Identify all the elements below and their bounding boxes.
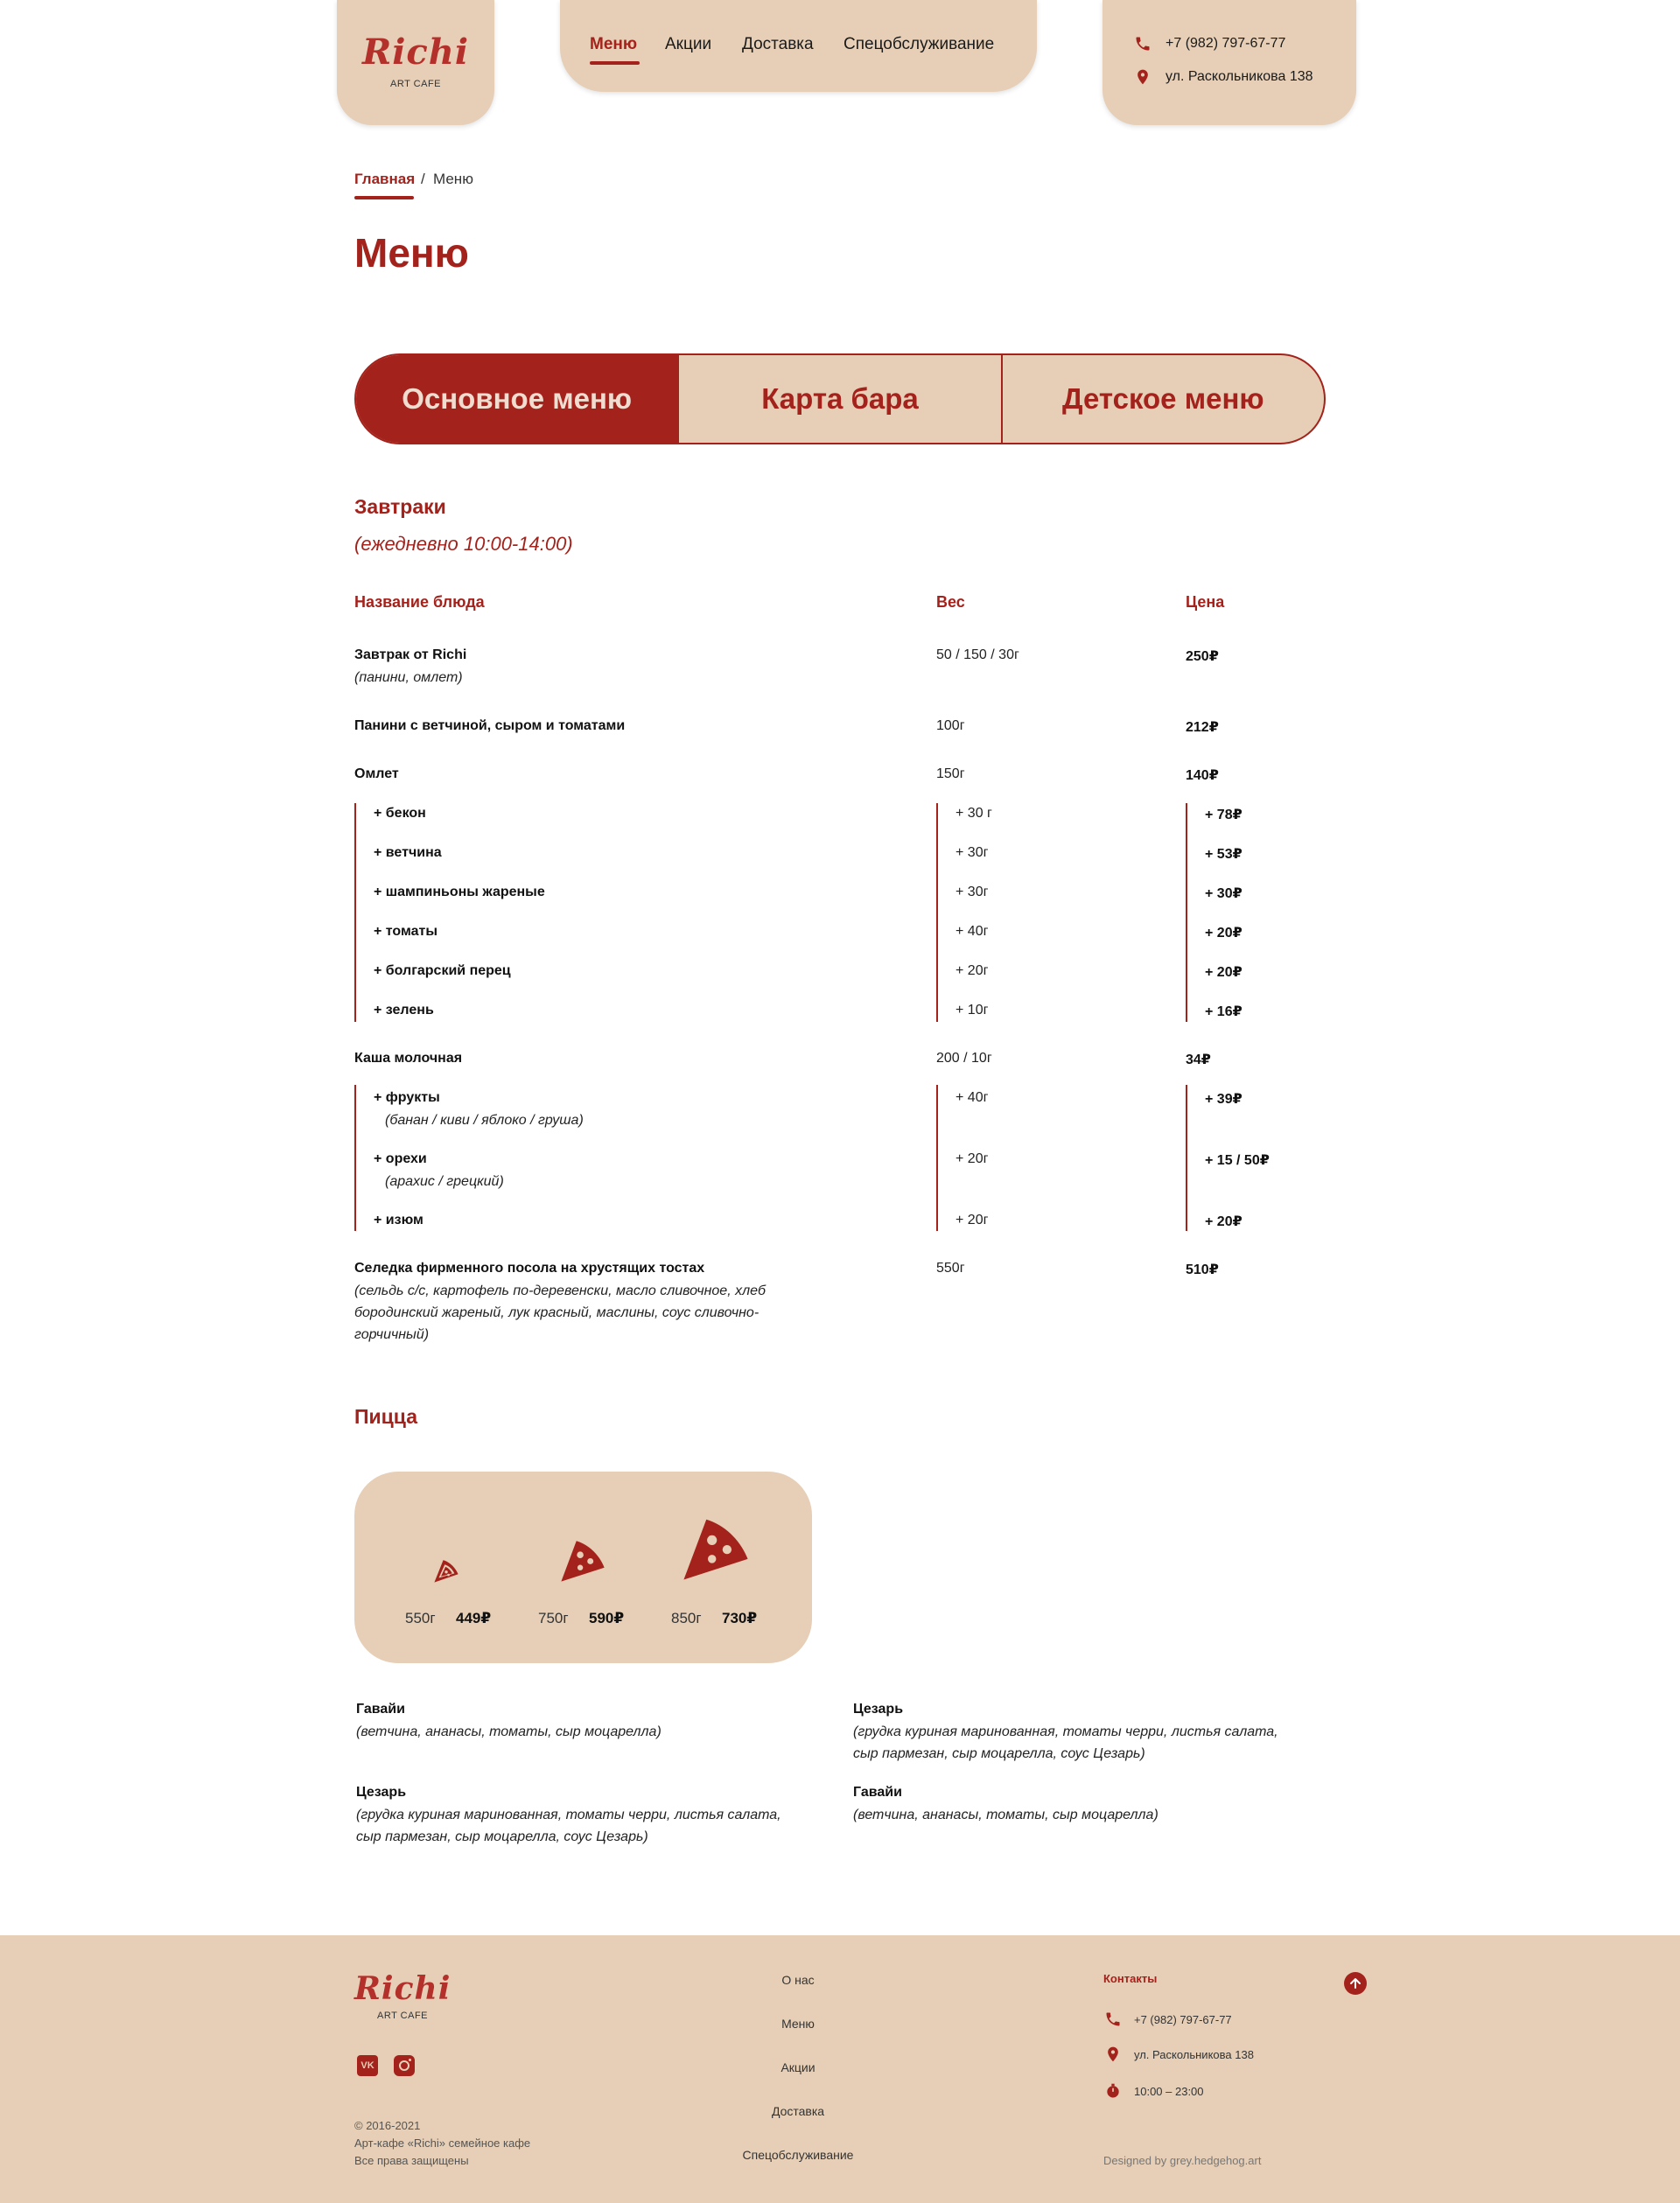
col-header-weight: Вес — [936, 593, 965, 611]
addon-price: + 16₽ — [1205, 1004, 1242, 1019]
footer-brand-name: Richi — [354, 1970, 452, 2007]
dish-price: 140₽ — [1186, 768, 1219, 783]
footer-address-text: ул. Раскольникова 138 — [1134, 2047, 1254, 2061]
footer-nav-about[interactable]: О нас — [781, 1973, 815, 1987]
section-note-breakfast: (ежедневно 10:00-14:00) — [354, 533, 573, 555]
addon-group-bar — [354, 803, 356, 1022]
footer-copyright-name: Арт-кафе «Richi» семейное кафе — [354, 2137, 531, 2150]
footer-copyright-year: © 2016-2021 — [354, 2119, 421, 2132]
header-logo-card[interactable] — [337, 0, 494, 125]
addon-desc: (арахис / грецкий) — [385, 1174, 504, 1189]
pizza-size-weight: 550г — [405, 1610, 436, 1626]
footer-address[interactable] — [1104, 2046, 1254, 2063]
addon-desc: (банан / киви / яблоко / груша) — [385, 1113, 584, 1128]
dish-desc: бородинский жареный, лук красный, маслины, соус сливочно- — [354, 1305, 760, 1320]
pizza-desc: сыр пармезан, сыр моцарелла, соус Цезарь) — [356, 1829, 648, 1844]
pizza-desc: (грудка куриная маринованная, томаты черри, листья салата, — [853, 1724, 1278, 1739]
pizza-sizes-card — [354, 1472, 812, 1663]
main-nav — [560, 0, 1037, 92]
footer — [0, 1935, 1680, 2203]
tab-main-menu[interactable]: Основное меню — [356, 355, 679, 443]
scroll-to-top-button[interactable] — [1344, 1972, 1367, 1995]
breadcrumb-home[interactable]: Главная — [354, 171, 416, 187]
footer-nav-delivery[interactable]: Доставка — [771, 2104, 825, 2118]
addon-name: + ветчина — [374, 845, 442, 860]
addon-group-bar — [936, 1085, 938, 1231]
pizza-size-weight: 850г — [671, 1610, 702, 1626]
nav-item-menu[interactable]: Меню — [590, 35, 638, 53]
pizza-size-price: 449₽ — [456, 1610, 492, 1626]
location-pin-icon — [1134, 68, 1152, 86]
pizza-desc: (ветчина, ананасы, томаты, сыр моцарелла) — [356, 1724, 662, 1739]
dish-weight: 550г — [936, 1261, 965, 1276]
pizza-slice-small-icon — [431, 1556, 461, 1585]
footer-nav-catering[interactable]: Спецобслуживание — [742, 2148, 854, 2162]
header-phone[interactable] — [1134, 35, 1285, 52]
addon-group-bar — [1186, 803, 1187, 1022]
tab-bar-menu[interactable]: Карта бара — [679, 355, 1002, 443]
addon-weight: + 40г — [956, 924, 989, 939]
dish-price: 212₽ — [1186, 720, 1219, 735]
addon-price: + 15 / 50₽ — [1205, 1153, 1270, 1168]
dish-name: Панини с ветчиной, сыром и томатами — [354, 718, 626, 733]
addon-price: + 78₽ — [1205, 808, 1242, 822]
addon-name: + шампиньоны жареные — [374, 885, 545, 899]
pizza-desc: (ветчина, ананасы, томаты, сыр моцарелла) — [853, 1808, 1158, 1822]
stopwatch-icon — [1104, 2082, 1122, 2100]
footer-contacts-heading: Контакты — [1103, 1972, 1158, 1985]
page-title: Меню — [354, 230, 469, 276]
addon-price: + 20₽ — [1205, 1214, 1242, 1229]
section-title-breakfast: Завтраки — [354, 495, 446, 518]
col-header-name: Название блюда — [354, 593, 485, 611]
addon-price: + 20₽ — [1205, 926, 1242, 941]
nav-active-indicator — [590, 61, 640, 65]
addon-weight: + 20г — [956, 1213, 989, 1227]
pizza-name: Цезарь — [853, 1702, 904, 1717]
col-header-price: Цена — [1186, 593, 1225, 611]
brand-logo: Richi — [361, 31, 470, 73]
addon-weight: + 30г — [956, 885, 989, 899]
pizza-desc: (грудка куриная маринованная, томаты черри, листья салата, — [356, 1808, 781, 1822]
pizza-size-price: 590₽ — [589, 1610, 625, 1626]
footer-hours — [1104, 2082, 1204, 2100]
dish-name: Завтрак от Richi — [354, 647, 467, 662]
nav-item-promotions[interactable]: Акции — [665, 35, 712, 53]
breadcrumb-separator: / — [421, 171, 425, 187]
vk-icon[interactable]: VK — [357, 2055, 378, 2076]
addon-group-bar — [936, 803, 938, 1022]
addon-group-bar — [1186, 1085, 1187, 1231]
dish-name: Селедка фирменного посола на хрустящих тостах — [354, 1261, 705, 1276]
phone-icon — [1134, 35, 1152, 52]
footer-copyright-rights: Все права защищены — [354, 2154, 469, 2167]
addon-weight: + 30 г — [956, 806, 992, 821]
footer-phone-text: +7 (982) 797-67-77 — [1134, 2012, 1232, 2026]
addon-price: + 30₽ — [1205, 886, 1242, 901]
addon-weight: + 10г — [956, 1003, 989, 1018]
header-phone-text: +7 (982) 797-67-77 — [1166, 36, 1286, 51]
footer-nav-menu[interactable]: Меню — [781, 2017, 815, 2031]
footer-phone[interactable] — [1104, 2011, 1232, 2028]
pizza-desc: сыр пармезан, сыр моцарелла, соус Цезарь) — [853, 1746, 1145, 1761]
footer-brand-subtitle: ART CAFE — [377, 2011, 428, 2021]
pizza-size-weight: 750г — [538, 1610, 569, 1626]
footer-nav-promotions[interactable]: Акции — [780, 2060, 816, 2074]
header-address[interactable] — [1134, 68, 1313, 86]
addon-group-bar — [354, 1085, 356, 1231]
dish-price: 510₽ — [1186, 1262, 1219, 1277]
phone-icon — [1104, 2011, 1122, 2028]
addon-name: + болгарский перец — [374, 963, 511, 978]
addon-name: + орехи — [374, 1151, 427, 1166]
addon-name: + томаты — [374, 924, 438, 939]
menu-tabs — [354, 353, 1326, 444]
addon-weight: + 30г — [956, 845, 989, 860]
dish-price: 34₽ — [1186, 1053, 1211, 1067]
footer-logo[interactable] — [354, 1970, 451, 2023]
addon-weight: + 20г — [956, 963, 989, 978]
dish-desc: горчичный) — [354, 1327, 430, 1342]
dish-desc: (сельдь с/с, картофель по-деревенски, масло сливочное, хлеб — [354, 1283, 766, 1298]
pizza-size-price: 730₽ — [722, 1610, 758, 1626]
pizza-slice-large-icon — [678, 1510, 753, 1585]
pizza-name: Гавайи — [356, 1702, 405, 1717]
dish-weight: 100г — [936, 718, 965, 733]
pizza-name: Гавайи — [853, 1785, 902, 1800]
footer-hours-text: 10:00 – 23:00 — [1134, 2084, 1204, 2098]
brand-subtitle: ART CAFE — [390, 79, 441, 89]
dish-weight: 200 / 10г — [936, 1051, 992, 1066]
addon-price: + 53₽ — [1205, 847, 1242, 862]
pizza-name: Цезарь — [356, 1785, 407, 1800]
header-address-text: ул. Раскольникова 138 — [1166, 69, 1313, 84]
instagram-icon[interactable] — [394, 2055, 415, 2076]
arrow-up-icon — [1348, 1976, 1362, 1990]
addon-name: + бекон — [374, 806, 426, 821]
addon-price: + 20₽ — [1205, 965, 1242, 980]
header-contacts — [1102, 0, 1356, 125]
dish-name: Каша молочная — [354, 1051, 463, 1066]
dish-desc: (панини, омлет) — [354, 670, 463, 685]
addon-weight: + 40г — [956, 1090, 989, 1105]
addon-name: + изюм — [374, 1213, 424, 1227]
addon-weight: + 20г — [956, 1151, 989, 1166]
breadcrumb-current: Меню — [433, 171, 473, 187]
breadcrumb-underline — [354, 196, 414, 199]
addon-name: + зелень — [374, 1003, 434, 1018]
pizza-slice-medium-icon — [557, 1535, 608, 1585]
dish-weight: 50 / 150 / 30г — [936, 647, 1019, 662]
dish-price: 250₽ — [1186, 649, 1219, 664]
tab-kids-menu[interactable]: Детское меню — [1062, 382, 1264, 415]
nav-item-delivery[interactable]: Доставка — [742, 35, 814, 53]
dish-weight: 150г — [936, 766, 965, 781]
nav-item-catering[interactable]: Спецобслуживание — [844, 35, 995, 53]
section-title-pizza: Пицца — [354, 1405, 418, 1428]
addon-name: + фрукты — [374, 1090, 440, 1105]
addon-price: + 39₽ — [1205, 1092, 1242, 1107]
location-pin-icon — [1104, 2046, 1122, 2063]
dish-name: Омлет — [354, 766, 399, 781]
footer-designed-by[interactable]: Designed by grey.hedgehog.art — [1103, 2154, 1262, 2167]
